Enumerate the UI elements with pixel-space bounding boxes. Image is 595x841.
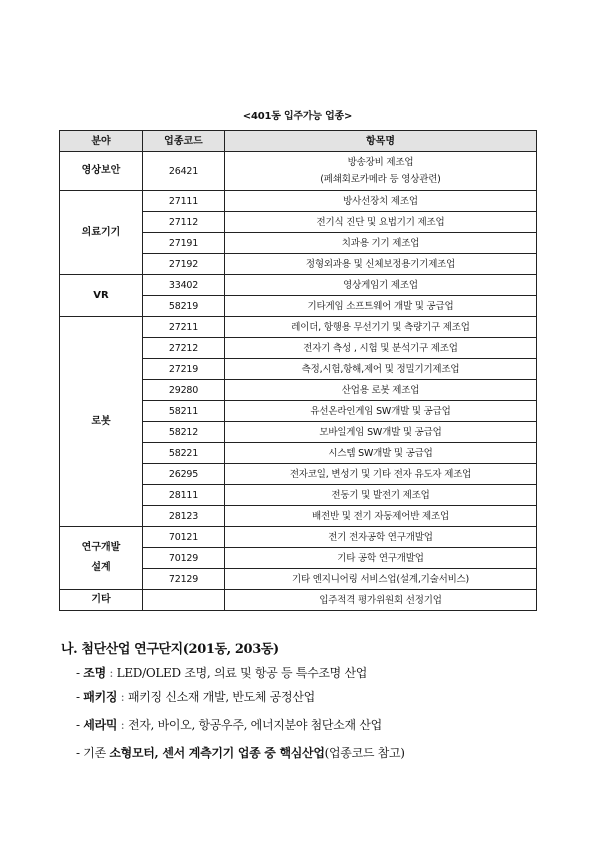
code-cell: 58211: [143, 401, 225, 422]
header-field: 분야: [60, 131, 143, 152]
code-cell: 27192: [143, 254, 225, 275]
item-cell: [225, 485, 537, 506]
bullet-dash: -: [76, 718, 80, 732]
bullet-packaging: [76, 688, 315, 705]
item-label: 방사선장치 제조업: [343, 195, 418, 207]
bullet-label: 패키징: [83, 690, 118, 704]
code-cell: 26421: [143, 152, 225, 191]
code-cell: 58212: [143, 422, 225, 443]
code-cell: 70129: [143, 548, 225, 569]
table-row: [60, 191, 537, 212]
bullet-separator: :: [105, 666, 117, 680]
item-label: 치과용 기기 제조업: [341, 237, 420, 249]
item-label: 정형외과용 및 신체보정용기기제조업: [305, 258, 456, 270]
item-cell: [225, 464, 537, 485]
item-cell: [225, 401, 537, 422]
item-cell: [225, 191, 537, 212]
category-cell: [60, 590, 143, 611]
category-cell: [60, 317, 143, 527]
bullet-suffix: (업종코드 참고): [324, 746, 405, 760]
code-cell: 26295: [143, 464, 225, 485]
code-cell: 33402: [143, 275, 225, 296]
item-cell: [225, 590, 537, 611]
item-label: 방송장비 제조업: [347, 157, 414, 168]
bullet-label: 소형모터, 센서 계측기기 업종 중 핵심산업: [109, 746, 325, 760]
item-cell: [225, 506, 537, 527]
item-cell: [225, 296, 537, 317]
table-row: [60, 590, 537, 611]
code-cell: 27112: [143, 212, 225, 233]
item-label: 측정,시험,항해,제어 및 정밀기기제조업: [301, 363, 460, 375]
category-label: 로봇: [91, 415, 111, 427]
code-cell: 72129: [143, 569, 225, 590]
table-row: [60, 527, 537, 548]
section-heading: 나. 첨단산업 연구단지(201동, 203동): [61, 642, 279, 657]
bullet-separator: :: [117, 690, 128, 704]
item-label: 입주적격 평가위원회 선정기업: [319, 594, 442, 606]
item-label: 전자기 측성 , 시험 및 분석기구 제조업: [303, 342, 458, 354]
code-cell: 27211: [143, 317, 225, 338]
category-cell: [60, 191, 143, 275]
item-cell: [225, 317, 537, 338]
table-body: [60, 152, 537, 611]
item-cell: [225, 152, 537, 191]
bullet-label: 세라믹: [83, 718, 118, 732]
item-label: 기타 공학 연구개발업: [337, 552, 424, 564]
category-label: 의료기기: [81, 226, 121, 238]
category-label: 설계: [91, 562, 111, 573]
item-cell: [225, 422, 537, 443]
item-cell: [225, 527, 537, 548]
category-cell: [60, 275, 143, 317]
code-cell: 58219: [143, 296, 225, 317]
header-code: 업종코드: [143, 131, 225, 152]
category-label: 영상보안: [81, 165, 121, 176]
table-row: [60, 275, 537, 296]
category-cell: [60, 527, 143, 590]
industry-table: [59, 130, 537, 611]
bullet-dash: -: [76, 666, 80, 680]
code-cell: 27219: [143, 359, 225, 380]
item-label: 영상게임기 제조업: [343, 279, 418, 291]
item-cell: [225, 233, 537, 254]
code-cell: [143, 590, 225, 611]
item-label: 전기식 진단 및 요법기기 제조업: [316, 216, 445, 228]
code-cell: 28111: [143, 485, 225, 506]
item-label: 기타게임 소프트웨어 개발 및 공급업: [307, 300, 454, 312]
item-cell: [225, 212, 537, 233]
category-label: VR: [93, 289, 109, 301]
table-row: [60, 317, 537, 338]
item-label: 시스템 SW개발 및 공급업: [328, 447, 433, 459]
item-cell: [225, 569, 537, 590]
bullet-text: 전자, 바이오, 항공우주, 에너지분야 첨단소재 산업: [127, 718, 382, 732]
item-label: 전자코일, 변성기 및 기타 전자 유도자 제조업: [289, 468, 472, 480]
item-cell: [225, 443, 537, 464]
item-cell: [225, 275, 537, 296]
item-label: 전동기 및 발전기 제조업: [331, 489, 430, 501]
bullet-ceramic: [76, 716, 382, 733]
bullet-motor-sensor: [76, 744, 405, 761]
bullet-text: LED/OLED 조명, 의료 및 항공 등 특수조명 산업: [116, 666, 368, 680]
bullet-label: 조명: [83, 666, 106, 680]
bullet-lighting: [76, 664, 367, 681]
table-header-row: [60, 131, 537, 152]
item-cell: [225, 254, 537, 275]
code-cell: 27111: [143, 191, 225, 212]
item-label: 전기 전자공학 연구개발업: [328, 531, 433, 543]
header-item: 항목명: [225, 131, 537, 152]
table-caption: <401동 입주가능 업종>: [242, 111, 353, 122]
item-label: 레이더, 항행용 무선기기 및 측량기구 제조업: [291, 321, 470, 333]
category-cell: [60, 152, 143, 191]
bullet-prefix: 기존: [83, 746, 110, 760]
item-label: 기타 엔지니어링 서비스업(설계,기술서비스): [291, 573, 470, 585]
bullet-text: 패키징 신소재 개발, 반도체 공정산업: [127, 690, 315, 704]
bullet-dash: -: [76, 746, 80, 760]
code-cell: 27212: [143, 338, 225, 359]
bullet-separator: :: [117, 718, 128, 732]
table-row: [60, 152, 537, 191]
item-label: 유선온라인게임 SW개발 및 공급업: [310, 405, 451, 417]
item-cell: [225, 338, 537, 359]
item-cell: [225, 359, 537, 380]
code-cell: 28123: [143, 506, 225, 527]
item-label: 산업용 로봇 제조업: [341, 384, 420, 396]
item-label: 배전반 및 전기 자동제어반 제조업: [312, 510, 449, 522]
item-cell: [225, 380, 537, 401]
bullet-dash: -: [76, 690, 80, 704]
code-cell: 29280: [143, 380, 225, 401]
item-label: 모바일게임 SW개발 및 공급업: [319, 426, 442, 438]
category-label: 연구개발: [81, 542, 121, 553]
code-cell: 27191: [143, 233, 225, 254]
category-label: 기타: [91, 594, 111, 605]
item-label: (페쇄회로카메라 등 영상관련): [320, 174, 441, 185]
code-cell: 58221: [143, 443, 225, 464]
code-cell: 70121: [143, 527, 225, 548]
item-cell: [225, 548, 537, 569]
